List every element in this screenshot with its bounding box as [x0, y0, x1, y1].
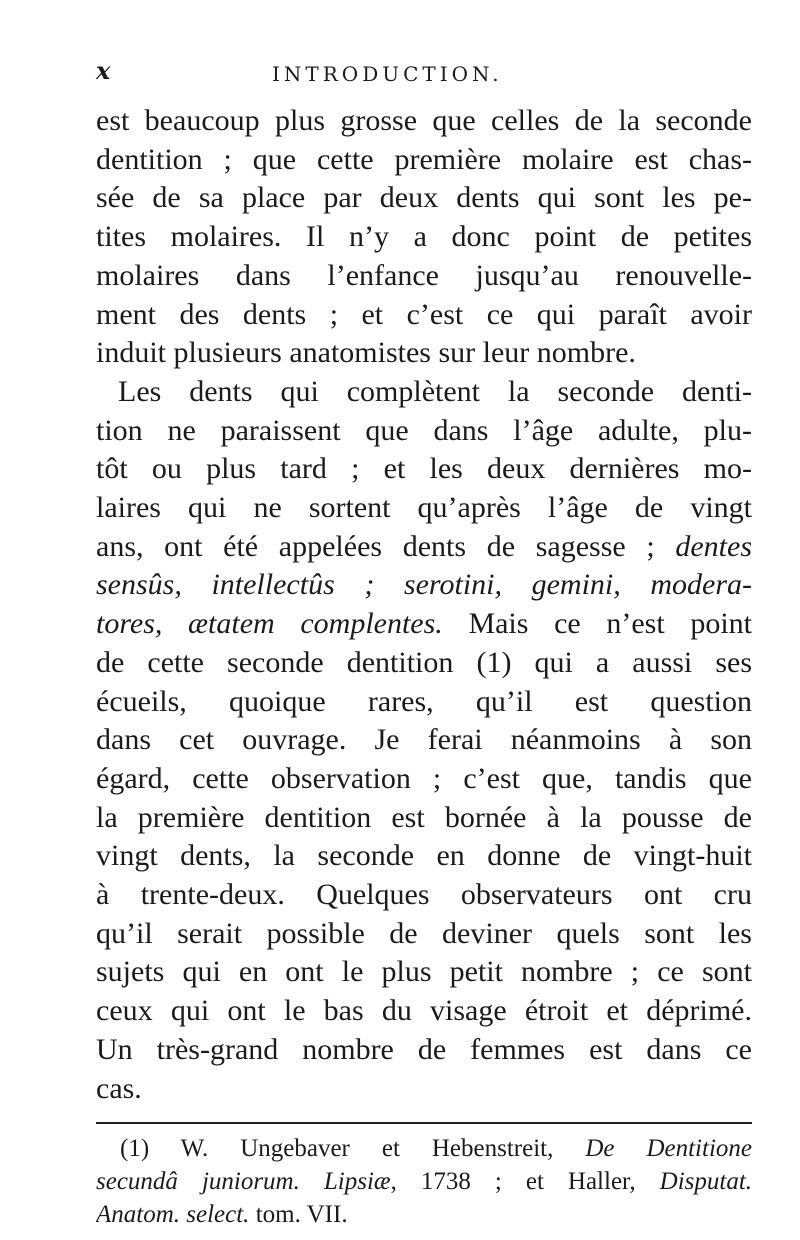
text-line — [96, 528, 752, 567]
footnote-line — [96, 1132, 752, 1165]
text-line — [96, 605, 752, 644]
text-segment: (1) W. Ungebaver et Hebenstreit, — [120, 1135, 586, 1163]
text-line — [96, 566, 752, 605]
text-line: qu’il serait possible de deviner quels sont les — [96, 916, 752, 950]
text-line: ceux qui ont le bas du visage étroit et déprimé. — [96, 994, 752, 1028]
text-line: est beaucoup plus grosse que celles de la seconde — [96, 104, 752, 137]
latin-term: dentes — [675, 529, 752, 563]
text-line: à trente-deux. Quelques observateurs ont cru — [96, 878, 752, 912]
text-line: de cette seconde dentition (1) qui a aussi ses — [96, 645, 752, 679]
book-title: Anatom. select. — [96, 1201, 250, 1229]
text-line: laires qui ne sortent qu’après l’âge de vingt — [96, 491, 752, 525]
paragraph-2 — [96, 373, 752, 1108]
running-head — [96, 56, 752, 94]
text-line: dentition ; que cette première molaire est chas- — [96, 142, 752, 176]
latin-term: tores, ætatem complentes. — [96, 607, 443, 641]
text-line: tôt ou plus tard ; et les deux dernières mo- — [96, 452, 752, 486]
text-segment: Mais ce n’est point — [442, 607, 752, 641]
text-segment: ans, ont été appelées dents de sagesse ; — [96, 529, 676, 563]
latin-term: sensûs, intellectûs ; serotini, gemini, modera- — [96, 568, 752, 602]
text-line: vingt dents, la seconde en donne de vingt-huit — [96, 839, 752, 873]
text-line: ment des dents ; et c’est ce qui paraît avoir — [96, 297, 752, 331]
footnote-rule — [96, 1122, 752, 1124]
text-line: cas. — [96, 1071, 142, 1105]
text-line: écueils, quoique rares, qu’il est question — [96, 684, 752, 718]
footnote-line — [96, 1198, 752, 1231]
footnote-line — [96, 1165, 752, 1198]
book-title: secundâ juniorum. Lipsiæ — [96, 1168, 391, 1196]
text-line: tion ne paraissent que dans l’âge adulte, plu- — [96, 413, 752, 447]
text-line: Les dents qui complètent la seconde denti- — [118, 374, 752, 408]
footnote — [96, 1132, 752, 1231]
text-line: tites molaires. Il n’y a donc point de petites — [96, 220, 752, 254]
text-line: la première dentition est bornée à la pousse de — [96, 800, 752, 834]
text-line: molaires dans l’enfance jusqu’au renouvelle- — [96, 258, 752, 292]
text-line: induit plusieurs anatomistes sur leur nombre. — [96, 336, 636, 370]
text-line: Un très-grand nombre de femmes est dans ce — [96, 1032, 752, 1066]
text-segment: tom. VII. — [249, 1201, 348, 1229]
running-title: INTRODUCTION. — [272, 62, 503, 86]
page-number: x — [96, 56, 111, 85]
book-title: Disputat. — [659, 1168, 752, 1196]
text-line: dans cet ouvrage. Je ferai néanmoins à son — [96, 723, 752, 757]
text-segment: , 1738 ; et Haller, — [390, 1168, 660, 1196]
paragraph-1 — [96, 102, 752, 373]
book-title: De Dentitione — [585, 1135, 752, 1163]
text-line: égard, cette observation ; c’est que, tandis que — [96, 761, 752, 795]
text-line: sujets qui en ont le plus petit nombre ; ce sont — [96, 955, 752, 989]
text-line: sée de sa place par deux dents qui sont les pe- — [96, 181, 752, 215]
